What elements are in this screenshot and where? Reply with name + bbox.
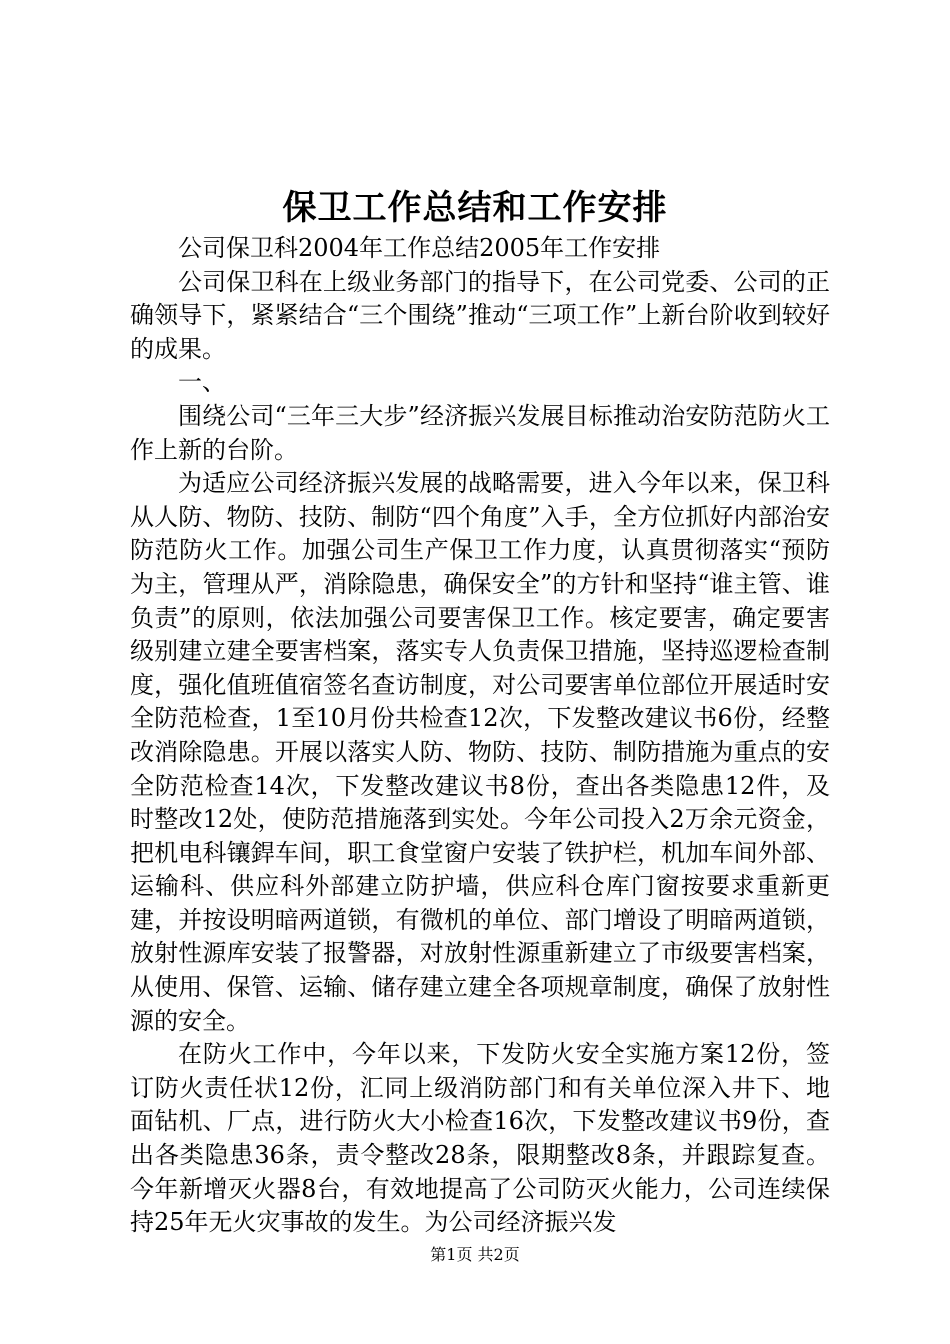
paragraph-subtitle: 公司保卫科2004年工作总结2005年工作安排	[178, 234, 661, 262]
section-number: 一、	[178, 368, 226, 397]
document-title: 保卫工作总结和工作安排	[282, 188, 668, 228]
document-body	[130, 232, 830, 1240]
page-footer: 第1页 共2页	[430, 1245, 520, 1264]
paragraph-intro: 公司保卫科在上级业务部门的指导下，在公司党委、公司的正确领导下，紧紧结合“三个围绕”推动“三项工作”上新台阶收到较好的成果。	[130, 267, 830, 363]
section-heading: 围绕公司“三年三大步”经济振兴发展目标推动治安防范防火工作上新的台阶。	[130, 401, 830, 464]
paragraph-fire-prevention: 在防火工作中，今年以来，下发防火安全实施方案12份，签订防火责任状12份，汇同上级消防部门和有关单位深入井下、地面钻机、厂点，进行防火大小检查16次，下发整改建议书9份，查出各类隐患36条，责令整改28条，限期整改8条，并跟踪复查。今年新增灭火器8台，有效地提高了公司防灭火能力，公司连续保持25年无火灾事故的发生。为公司经济振兴发	[130, 1040, 830, 1237]
paragraph-security-measures: 为适应公司经济振兴发展的战略需要，进入今年以来，保卫科从人防、物防、技防、制防“四个角度”入手，全方位抓好内部治安防范防火工作。加强公司生产保卫工作力度，认真贯彻落实“预防为主，管理从严，消除隐患，确保安全”的方针和坚持“谁主管、谁负责”的原则，依法加强公司要害保卫工作。核定要害，确定要害级别建立建全要害档案，落实专人负责保卫措施，坚持巡逻检查制度，强化值班值宿签名查访制度，对公司要害单位部位开展适时安全防范检查，1至10月份共检查12次，下发整改建议书6份，经整改消除隐患。开展以落实人防、物防、技防、制防措施为重点的安全防范检查14次，下发整改建议书8份，查出各类隐患12件，及时整改12处，使防范措施落到实处。今年公司投入2万余元资金，把机电科镶銲车间，职工食堂窗户安装了铁护栏，机加车间外部、运输科、供应科外部建立防护墙，供应科仓库门窗按要求重新更建，并按设明暗两道锁，有微机的单位、部门增设了明暗两道锁，放射性源库安装了报警器，对放射性源重新建立了市级要害档案，从使用、保管、运输、储存建立建全各项规章制度，确保了放射性源的安全。	[130, 469, 830, 1035]
